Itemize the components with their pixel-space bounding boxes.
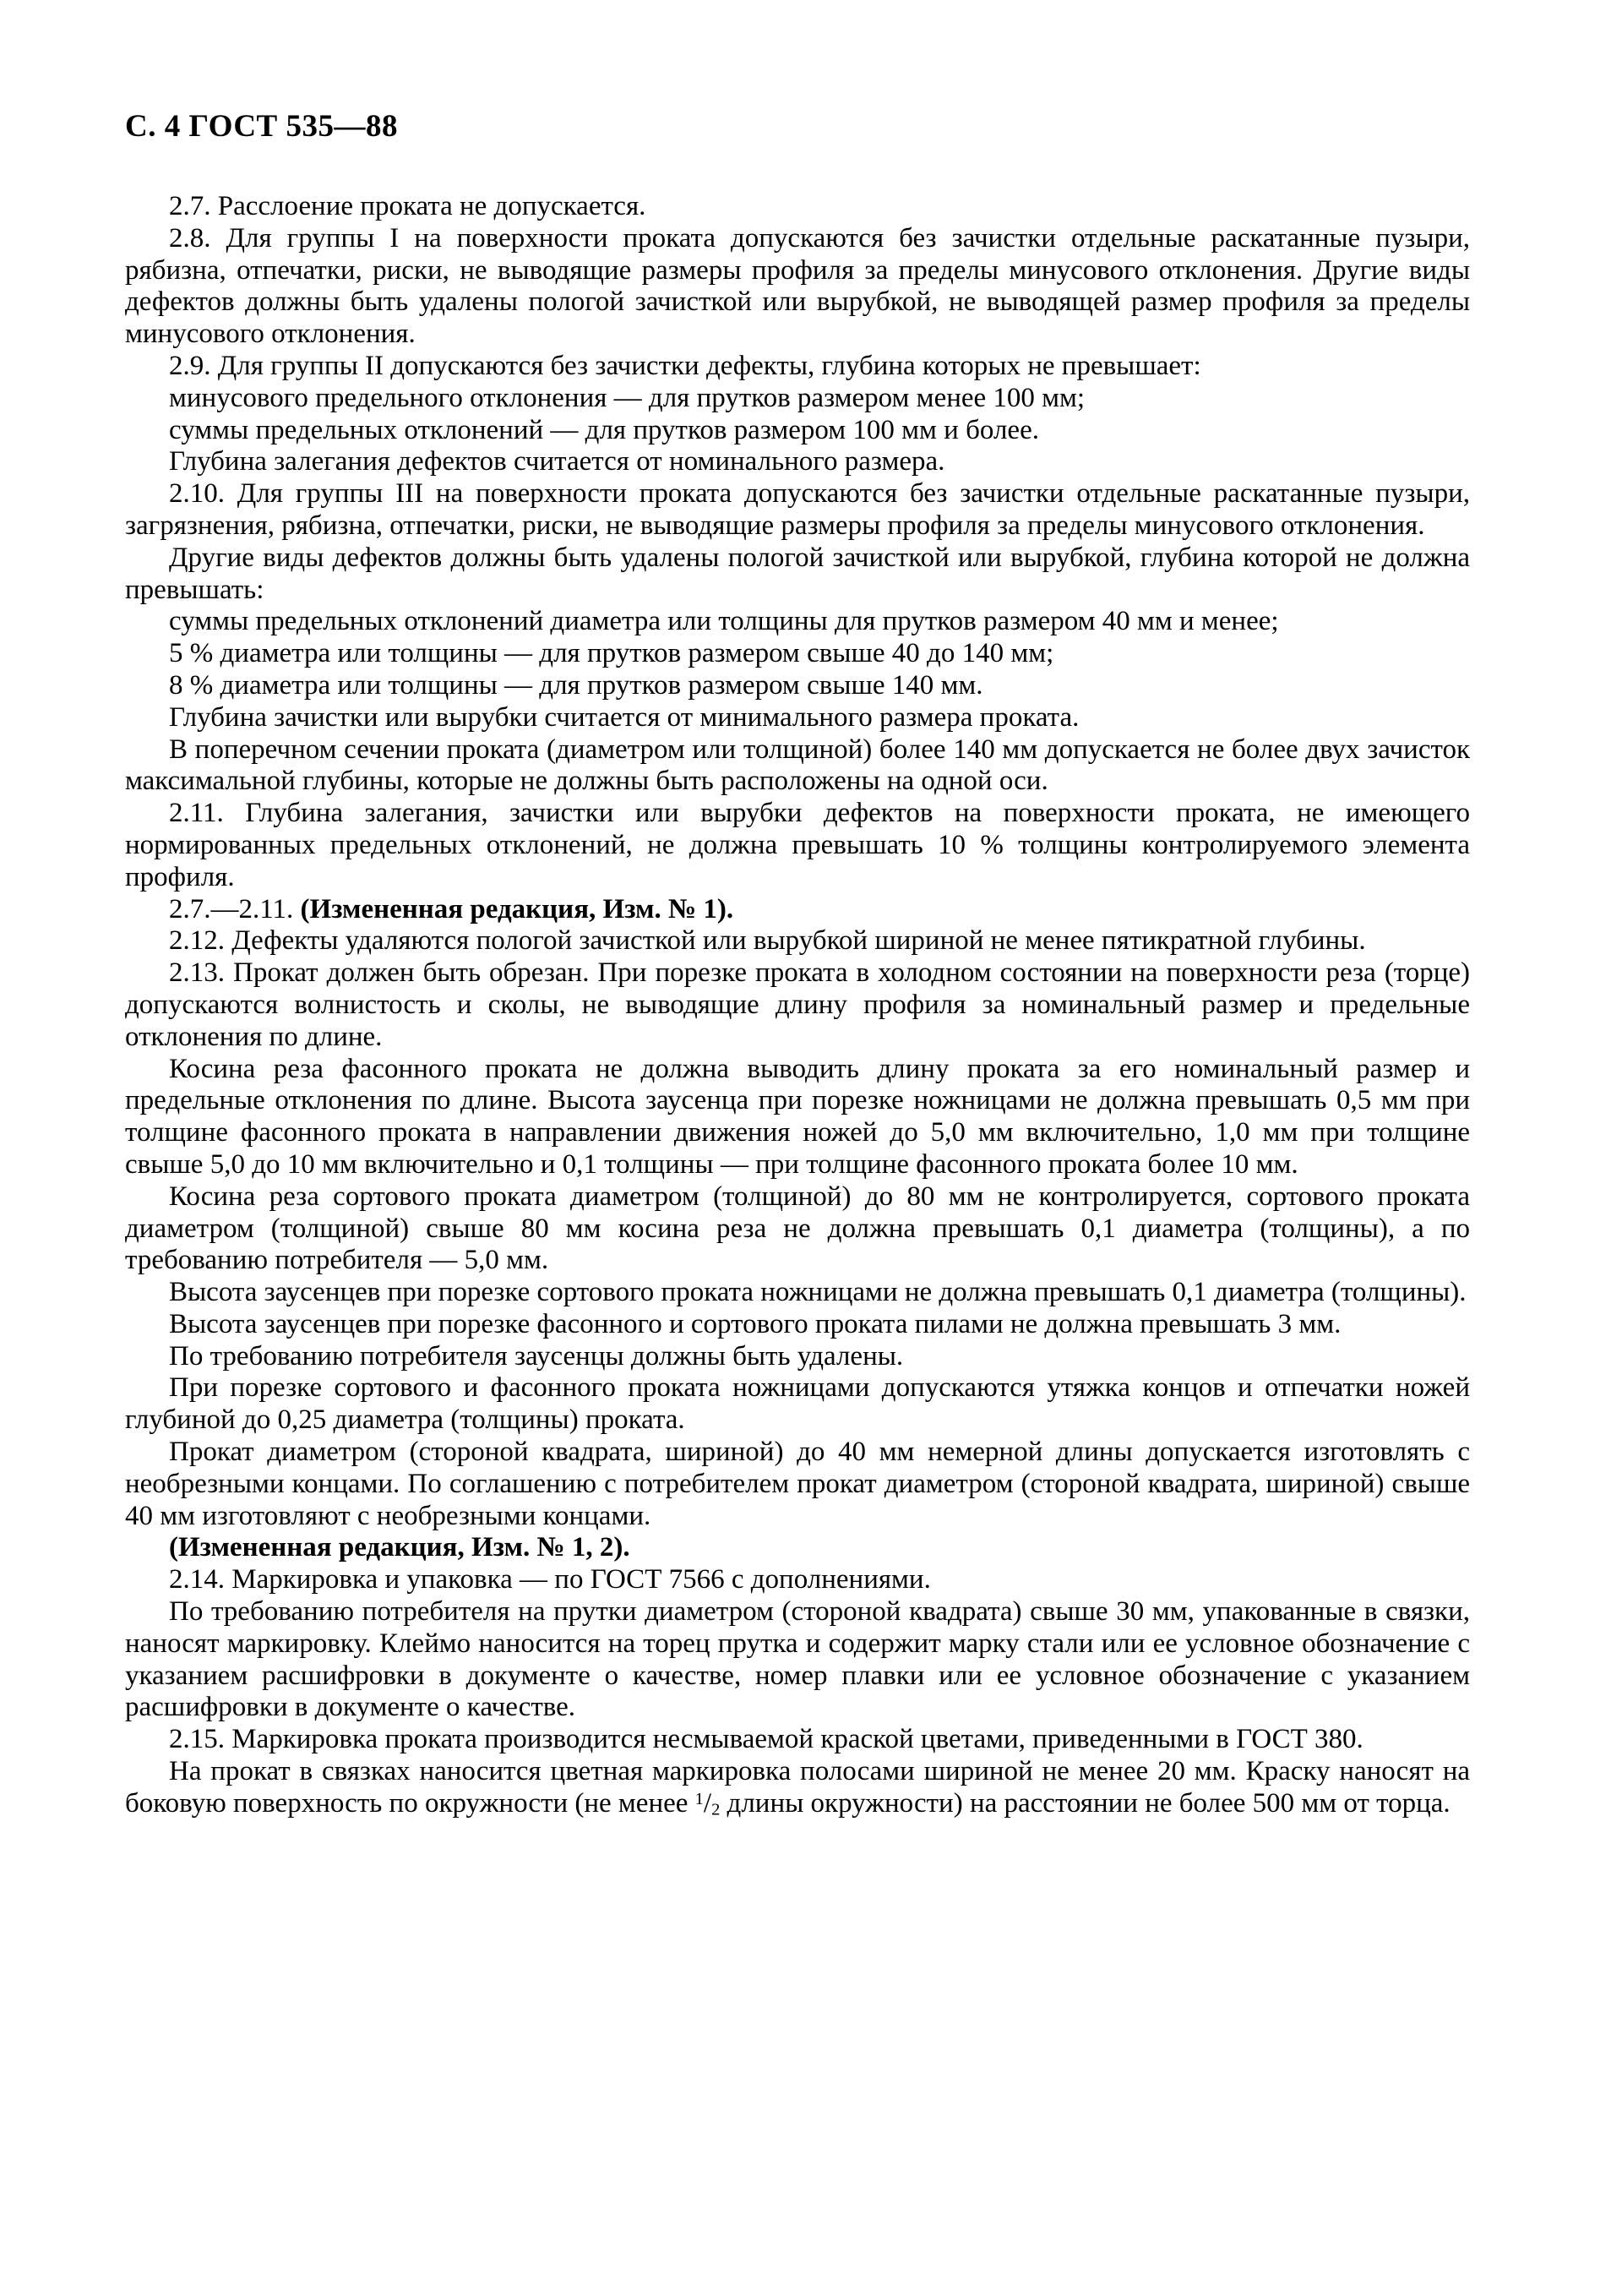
- text-run: 2.13. Прокат должен быть обрезан. При порезке проката в холодном состоянии на поверхности реза (торце) допускаются волнистость и сколы, не выводящие длину профиля за номинальный размер и предельные отклонения по длине.: [125, 957, 1470, 1052]
- paragraph: [125, 894, 1470, 926]
- paragraph: [125, 1309, 1470, 1341]
- bold-text-run: (Измененная редакция, Изм. № 1, 2).: [169, 1532, 630, 1563]
- text-run: минусового предельного отклонения — для прутков размером менее 100 мм;: [169, 382, 1086, 413]
- page-header: С. 4 ГОСТ 535—88: [125, 109, 398, 144]
- text-run: Глубина залегания дефектов считается от номинального размера.: [169, 446, 945, 477]
- paragraph: [125, 925, 1470, 957]
- paragraph: [125, 1054, 1470, 1181]
- paragraph: [125, 702, 1470, 734]
- text-run: суммы предельных отклонений диаметра или толщины для прутков размером 40 мм и менее;: [169, 606, 1279, 637]
- text-run: 2.8. Для группы I на поверхности проката допускаются без зачистки отдельные раскатанные пузыри, рябизна, отпечатки, риски, не выводящие размеры профиля за пределы минусового отклонения. Другие виды дефектов должны быть удалены пологой зачисткой или вырубкой, не выводящей размер профиля за пределы минусового отклонения.: [125, 222, 1470, 350]
- text-run: Косина реза фасонного проката не должна выводить длину проката за его номинальный размер и предельные отклонения по длине. Высота заусенца при порезке ножницами не должна превышать 0,5 мм при толщине фасонного проката в направлении движения ножей до 5,0 мм включительно, 1,0 мм при толщине свыше 5,0 до 10 мм включительно и 0,1 толщины — при толщине фасонного проката более 10 мм.: [125, 1053, 1470, 1180]
- paragraph: [125, 638, 1470, 670]
- bold-text-run: (Измененная редакция, Изм. № 1).: [300, 893, 734, 924]
- paragraph: [125, 1181, 1470, 1277]
- text-run: Высота заусенцев при порезке фасонного и сортового проката пилами не должна превышать 3 мм.: [169, 1308, 1342, 1339]
- text-run: суммы предельных отклонений — для прутков размером 100 мм и более.: [169, 414, 1039, 445]
- fraction-denominator: 2: [711, 1800, 721, 1819]
- paragraph: [125, 1724, 1470, 1756]
- text-run: 2.15. Маркировка проката производится несмываемой краской цветами, приведенными в ГОСТ 380.: [169, 1724, 1363, 1755]
- paragraph: [125, 478, 1470, 543]
- paragraph: [125, 1564, 1470, 1596]
- text-run: 2.12. Дефекты удаляются пологой зачисткой или вырубкой шириной не менее пятикратной глубины.: [169, 925, 1366, 957]
- paragraph: [125, 957, 1470, 1053]
- text-run: При порезке сортового и фасонного проката ножницами допускаются утяжка концов и отпечатки ножей глубиной до 0,25 диаметра (толщины) проката.: [125, 1372, 1470, 1436]
- paragraph: [125, 606, 1470, 638]
- paragraph: [125, 383, 1470, 415]
- paragraph: [125, 1596, 1470, 1724]
- text-run: В поперечном сечении проката (диаметром или толщиной) более 140 мм допускается не более двух зачисток максимальной глубины, которые не должны быть расположены на одной оси.: [125, 734, 1470, 797]
- paragraph: [125, 1277, 1470, 1309]
- text-run: 2.14. Маркировка и упаковка — по ГОСТ 7566 с дополнениями.: [169, 1564, 931, 1595]
- text-run: По требованию потребителя на прутки диаметром (стороной квадрата) свыше 30 мм, упакованные в связки, наносят маркировку. Клеймо наносится на торец прутка и содержит марку стали или ее условное обозначение с указанием расшифровки в документе о качестве, номер плавки или ее условное обозначение с указанием расшифровки в документе о качестве.: [125, 1596, 1470, 1723]
- paragraph: [125, 798, 1470, 893]
- paragraph: [125, 1532, 1470, 1564]
- paragraph: [125, 223, 1470, 351]
- paragraph: [125, 191, 1470, 223]
- text-run: /: [703, 1787, 712, 1819]
- text-run: 2.11. Глубина залегания, зачистки или вырубки дефектов на поверхности проката, не имеющего нормированных предельных отклонений, не должна превышать 10 % толщины контролируемого элемента профиля.: [125, 798, 1470, 892]
- paragraph: [125, 1756, 1470, 1820]
- paragraph: [125, 734, 1470, 799]
- text-run: Косина реза сортового проката диаметром (толщиной) до 80 мм не контролируется, сортового проката диаметром (толщиной) свыше 80 мм косина реза не должна превышать 0,1 диаметра (толщины), а по требованию потребителя — 5,0 мм.: [125, 1181, 1470, 1276]
- paragraph: [125, 1437, 1470, 1532]
- text-run: По требованию потребителя заусенцы должны быть удалены.: [169, 1340, 904, 1372]
- document-body: [125, 191, 1470, 1820]
- text-run: 5 % диаметра или толщины — для прутков размером свыше 40 до 140 мм;: [169, 638, 1054, 669]
- text-run: Другие виды дефектов должны быть удалены пологой зачисткой или вырубкой, глубина которой не должна превышать:: [125, 542, 1470, 605]
- text-run: Высота заусенцев при порезке сортового проката ножницами не должна превышать 0,1 диаметра (толщины).: [169, 1277, 1467, 1308]
- paragraph: [125, 415, 1470, 447]
- text-run: 2.7.—2.11.: [169, 893, 301, 924]
- text-run: 2.9. Для группы II допускаются без зачистки дефекты, глубина которых не превышает:: [169, 350, 1201, 381]
- text-run: 8 % диаметра или толщины — для прутков размером свыше 140 мм.: [169, 669, 983, 701]
- text-run: длины окружности) на расстоянии не более 500 мм от торца.: [720, 1787, 1451, 1819]
- text-run: На прокат в связках наносится цветная маркировка полосами шириной не менее 20 мм. Краску наносят на боковую поверхность по окружности (не менее: [125, 1756, 1470, 1819]
- paragraph: [125, 670, 1470, 702]
- paragraph: [125, 543, 1470, 607]
- text-run: 2.10. Для группы III на поверхности проката допускаются без зачистки отдельные раскатанные пузыри, загрязнения, рябизна, отпечатки, риски, не выводящие размеры профиля за пределы минусового отклонения.: [125, 478, 1470, 541]
- text-run: 2.7. Расслоение проката не допускается.: [169, 191, 646, 221]
- text-run: Глубина зачистки или вырубки считается от минимального размера проката.: [169, 701, 1080, 733]
- text-run: Прокат диаметром (стороной квадрата, шириной) до 40 мм немерной длины допускается изготовлять с необрезными концами. По соглашению с потребителем прокат диаметром (стороной квадрата, шириной) свыше 40 мм изготовляют с необрезными концами.: [125, 1437, 1470, 1531]
- paragraph: [125, 1372, 1470, 1437]
- paragraph: [125, 446, 1470, 478]
- paragraph: [125, 1341, 1470, 1373]
- fraction-numerator: 1: [694, 1789, 704, 1808]
- paragraph: [125, 351, 1470, 383]
